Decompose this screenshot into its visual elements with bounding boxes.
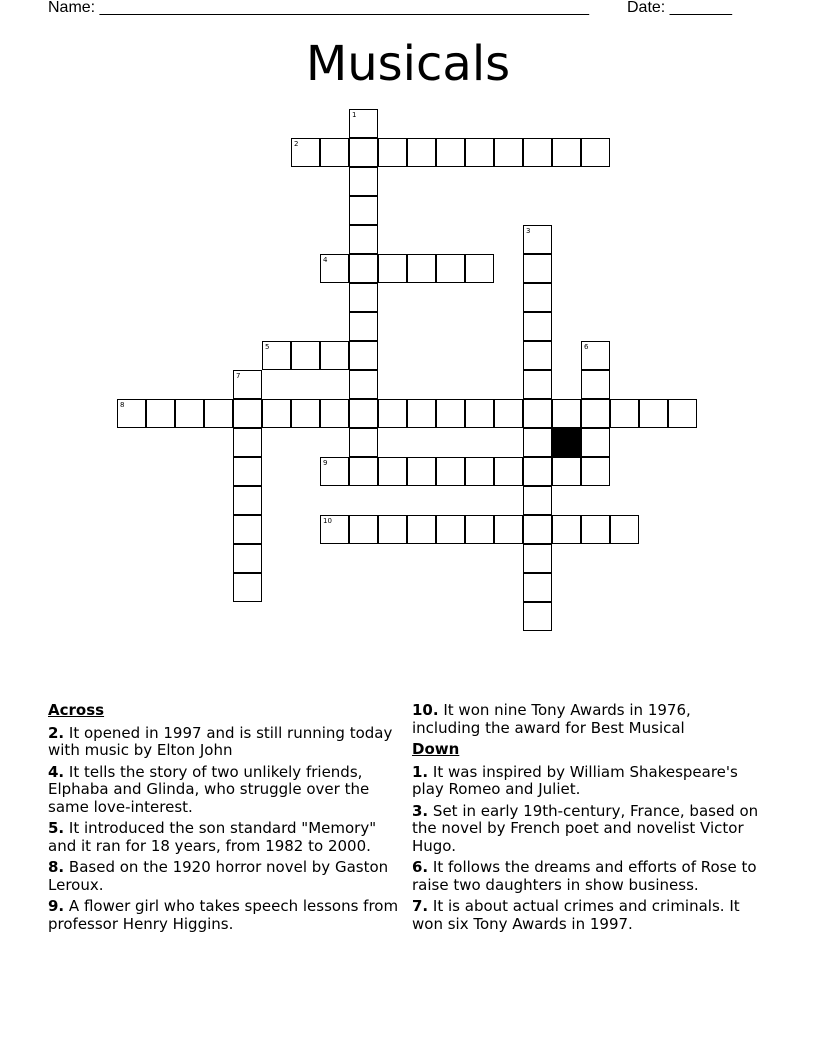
grid-cell[interactable] [407,515,436,544]
clue-across-8 [48,859,403,894]
grid-cell[interactable] [349,399,378,428]
grid-cell[interactable] [465,254,494,283]
clue-text: It opened in 1997 and is still running today with music by Elton John [48,723,393,759]
name-field: Name: _______________________________________________________ [48,0,589,16]
clue-number: 8. [48,858,65,876]
clue-text: Set in early 19th-century, France, based on the novel by French poet and novelist Victor Hugo. [412,801,759,855]
grid-cell[interactable] [233,370,262,399]
grid-cell[interactable] [494,457,523,486]
clue-number-label: 8 [120,401,125,409]
grid-cell[interactable] [581,138,610,167]
clue-number: 9. [48,897,65,915]
grid-cell[interactable] [436,457,465,486]
grid-cell[interactable] [320,341,349,370]
clue-down-6 [412,859,762,894]
grid-cell[interactable] [581,399,610,428]
grid-cell[interactable] [552,515,581,544]
clue-text: It introduced the son standard "Memory" and it ran for 18 years, from 1982 to 2000. [48,819,377,855]
grid-cell[interactable] [349,109,378,138]
grid-cell[interactable] [117,399,146,428]
grid-cell[interactable] [233,399,262,428]
grid-cell[interactable] [552,457,581,486]
clue-across-10 [412,702,762,737]
clue-number: 3. [412,801,429,820]
grid-cell[interactable] [349,167,378,196]
grid-cell[interactable] [552,138,581,167]
grid-cell[interactable] [291,138,320,167]
clue-text: It follows the dreams and efforts of Rose to raise two daughters in show business. [412,858,757,894]
grid-cell[interactable] [436,399,465,428]
grid-cell[interactable] [407,399,436,428]
clue-down-1 [412,764,762,799]
grid-cell[interactable] [581,457,610,486]
grid-cell[interactable] [523,457,552,486]
clue-number-label: 3 [526,227,531,235]
clue-number-label: 6 [584,343,589,351]
grid-cell[interactable] [320,254,349,283]
grid-cell[interactable] [291,399,320,428]
grid-cell[interactable] [349,283,378,312]
grid-cell[interactable] [494,138,523,167]
grid-cell[interactable] [523,370,552,399]
grid-cell[interactable] [523,602,552,631]
grid-cell[interactable] [552,399,581,428]
clue-down-3 [412,803,762,856]
grid-cell[interactable] [523,428,552,457]
clue-number: 4. [48,762,65,781]
grid-cell[interactable] [407,138,436,167]
grid-cell[interactable] [320,515,349,544]
clues-left-column [48,702,403,937]
clue-text: A flower girl who takes speech lessons from professor Henry Higgins. [48,897,399,933]
clue-number-label: 5 [265,343,270,351]
black-cell [552,428,581,457]
clue-number-label: 9 [323,459,328,467]
clue-across-4 [48,764,403,817]
grid-cell[interactable] [320,457,349,486]
grid-cell[interactable] [233,486,262,515]
grid-cell[interactable] [523,254,552,283]
grid-cell[interactable] [233,544,262,573]
date-field: Date: _______ [627,0,732,16]
grid-cell[interactable] [233,457,262,486]
grid-cell[interactable] [639,399,668,428]
grid-cell[interactable] [523,138,552,167]
grid-cell[interactable] [523,486,552,515]
across-heading: Across [48,701,105,719]
grid-cell[interactable] [581,428,610,457]
clue-across-9 [48,898,403,933]
clue-number: 7. [412,897,429,915]
grid-cell[interactable] [581,370,610,399]
grid-cell[interactable] [523,312,552,341]
grid-cell[interactable] [668,399,697,428]
grid-cell[interactable] [523,283,552,312]
grid-cell[interactable] [523,544,552,573]
clue-number-label: 2 [294,140,299,148]
grid-cell[interactable] [523,225,552,254]
grid-cell[interactable] [349,225,378,254]
clue-number-label: 7 [236,372,241,380]
grid-cell[interactable] [233,573,262,602]
grid-cell[interactable] [320,399,349,428]
clue-number: 6. [412,858,429,876]
grid-cell[interactable] [378,515,407,544]
clue-across-5 [48,820,403,855]
grid-cell[interactable] [146,399,175,428]
grid-cell[interactable] [349,254,378,283]
grid-cell[interactable] [378,138,407,167]
grid-cell[interactable] [349,312,378,341]
grid-cell[interactable] [378,254,407,283]
clue-down-7 [412,898,762,933]
grid-cell[interactable] [407,457,436,486]
clue-text: It was inspired by William Shakespeare's play Romeo and Juliet. [412,762,738,798]
grid-cell[interactable] [349,138,378,167]
grid-cell[interactable] [233,515,262,544]
clue-number: 5. [48,819,65,837]
grid-cell[interactable] [494,399,523,428]
grid-cell[interactable] [349,370,378,399]
grid-cell[interactable] [465,399,494,428]
grid-cell[interactable] [523,399,552,428]
clue-number-label: 1 [352,111,357,119]
grid-cell[interactable] [523,573,552,602]
clue-text: It won nine Tony Awards in 1976, including the award for Best Musical [412,701,691,737]
grid-cell[interactable] [320,138,349,167]
grid-cell[interactable] [523,341,552,370]
grid-cell[interactable] [436,515,465,544]
grid-cell[interactable] [262,399,291,428]
grid-cell[interactable] [465,138,494,167]
clue-text: It is about actual crimes and criminals. It won six Tony Awards in 1997. [412,897,740,933]
grid-cell[interactable] [436,254,465,283]
grid-cell[interactable] [581,341,610,370]
clue-number: 1. [412,762,429,781]
clue-number-label: 10 [323,517,332,525]
grid-cell[interactable] [581,515,610,544]
grid-cell[interactable] [349,515,378,544]
grid-cell[interactable] [610,399,639,428]
grid-cell[interactable] [349,428,378,457]
clue-text: It tells the story of two unlikely friends, Elphaba and Glinda, who struggle over the same love-interest. [48,762,370,816]
clue-across-2 [48,725,403,760]
grid-cell[interactable] [378,457,407,486]
grid-cell[interactable] [523,515,552,544]
clue-number-label: 4 [323,256,328,264]
grid-cell[interactable] [349,341,378,370]
grid-cell[interactable] [436,138,465,167]
grid-cell[interactable] [204,399,233,428]
grid-cell[interactable] [465,457,494,486]
grid-cell[interactable] [175,399,204,428]
grid-cell[interactable] [610,515,639,544]
grid-cell[interactable] [291,341,320,370]
clue-number: 2. [48,723,65,742]
clues-right-column [412,702,762,937]
grid-cell[interactable] [233,428,262,457]
grid-cell[interactable] [465,515,494,544]
grid-cell[interactable] [407,254,436,283]
grid-cell[interactable] [349,457,378,486]
page-title: Musicals [305,36,511,92]
clue-number: 10. [412,701,439,719]
grid-cell[interactable] [262,341,291,370]
grid-cell[interactable] [378,399,407,428]
down-heading: Down [412,740,460,758]
grid-cell[interactable] [494,515,523,544]
clue-text: Based on the 1920 horror novel by Gaston Leroux. [48,858,389,894]
grid-cell[interactable] [349,196,378,225]
